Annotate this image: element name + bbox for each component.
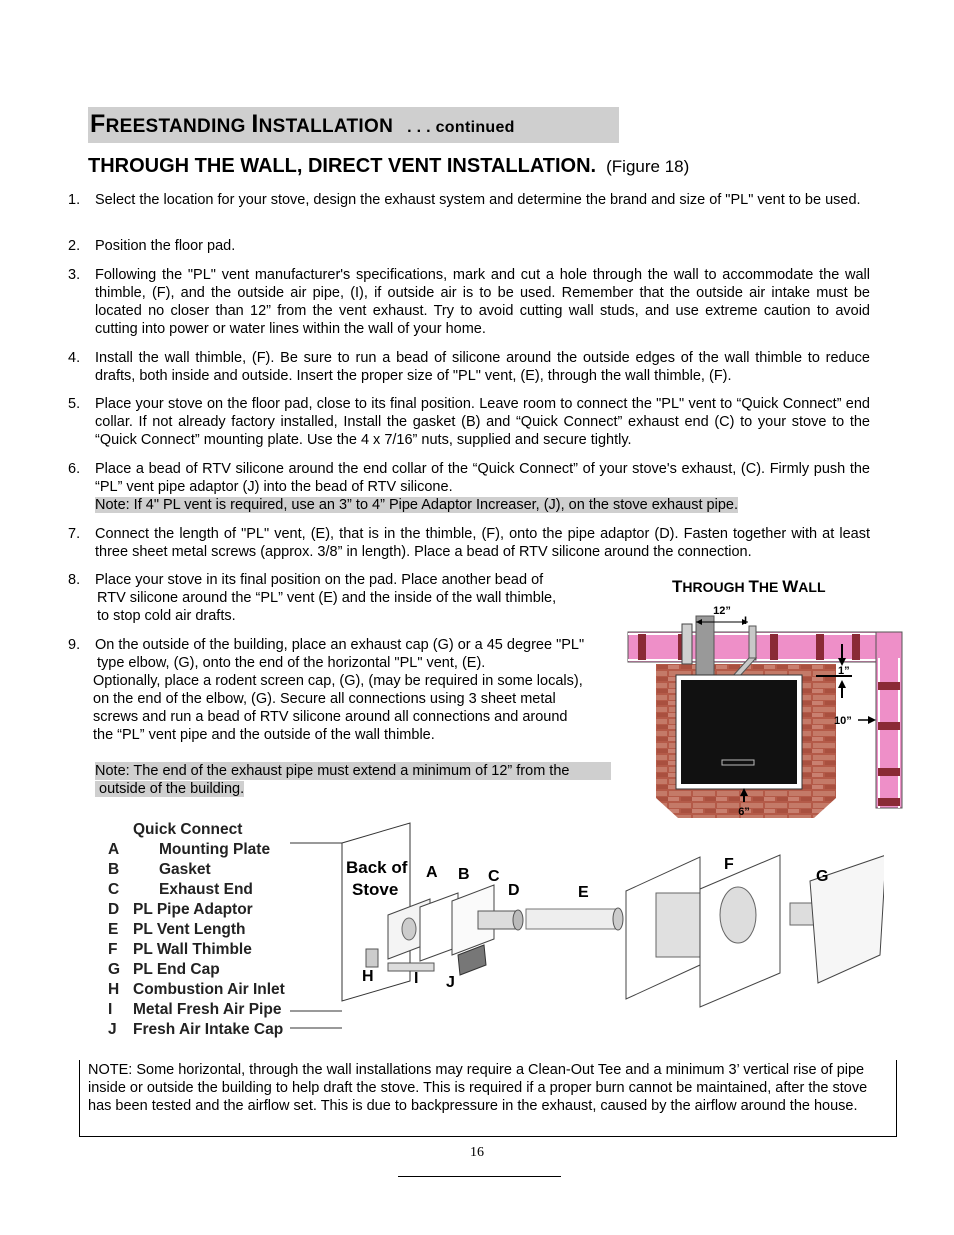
exploded-parts-diagram bbox=[290, 815, 884, 1040]
vent-length-e bbox=[526, 909, 618, 929]
dim-12-label: 12” bbox=[713, 605, 731, 617]
part-label: D bbox=[508, 882, 520, 899]
clean-out-note: NOTE: Some horizontal, through the wall installations may require a Clean-Out Tee and a minimum 3’ vertical rise of pipe inside or outside the building to help draft the stove. This is required if a proper burn cannot be maintained, after the stove has been tested and the airflow set. This is due to backpressure in the exhaust, caused by the airflow around the house. bbox=[88, 1062, 868, 1114]
page-number: 16 bbox=[470, 1145, 484, 1160]
vent-pipe bbox=[696, 616, 714, 678]
part-label: C bbox=[488, 868, 500, 885]
svg-text:Stove: Stove bbox=[352, 880, 399, 899]
part-label: E bbox=[578, 884, 589, 901]
part-label: A bbox=[426, 864, 438, 881]
adaptor-note: Note: If 4" PL vent is required, use an 3” to 4” Pipe Adaptor Increaser, (J), on the stove exhaust pipe. bbox=[95, 497, 738, 513]
step-2: 2. Position the floor pad. bbox=[68, 238, 236, 254]
exhaust-extension-note: Note: The end of the exhaust pipe must extend a minimum of 12” from the outside of the building. bbox=[95, 762, 611, 798]
through-the-wall-diagram bbox=[620, 598, 910, 820]
step-5: 5. Place your stove on the floor pad, close to its final position. Leave room to connect the "PL" vent to “Quick Connect” end collar. If not already factory installed, Install the gasket (B) and “Quick Connect” exhaust end (C) to your stove to the “Quick Connect” mounting plate. Use the 4 x 7/16” nuts, supplied and secure tightly. bbox=[68, 396, 870, 448]
step-1: 1. Select the location for your stove, design the exhaust system and determine the brand and size of "PL" vent to be used. bbox=[68, 192, 861, 208]
stove-body bbox=[681, 680, 797, 784]
part-label: B bbox=[458, 866, 470, 883]
step-6: 6. Place a bead of RTV silicone around the end collar of the “Quick Connect” of your stove's exhaust, (C). Firmly push the “PL” vent pipe adaptor (J) into the bead of RTV silicone. Note: If 4" PL vent is required, use an 3” to 4” Pipe Adaptor Increaser, (J), on the stove exhaust pipe. bbox=[68, 461, 870, 513]
dim-10-label: 10” bbox=[834, 715, 852, 727]
page-title: FREESTANDING INSTALLATION . . . continued bbox=[90, 110, 515, 138]
dim-6-label: 6” bbox=[738, 806, 750, 818]
svg-text:Back of: Back of bbox=[346, 858, 408, 877]
legend-header: Quick Connect bbox=[133, 821, 243, 838]
pipe-adaptor-d bbox=[478, 911, 518, 929]
step-8: 8. Place your stove in its final position on the pad. Place another bead of RTV silicone around the “PL” vent (E) and the inside of the wall thimble, to stop cold air drafts. bbox=[68, 572, 557, 624]
figure-reference: (Figure 18) bbox=[606, 157, 690, 176]
part-label: F bbox=[724, 856, 734, 873]
fresh-air-pipe bbox=[749, 626, 756, 660]
step-4: 4. Install the wall thimble, (F). Be sure to run a bead of silicone around the outside edges of the wall thimble to reduce drafts, both inside and outside. Insert the proper size of "PL" vent, (E), through the wall thimble, (F). bbox=[68, 350, 870, 384]
combustion-air-inlet-h bbox=[366, 949, 378, 967]
step-3: 3. Following the "PL" vent manufacturer's specifications, mark and cut a hole through the wall to accommodate the wall thimble, (F), and the outside air pipe, (I), if outside air is to be used. Remember that the outside air intake must be located no closer than 12” from the vent exhaust. Try to avoid cutting wall studs, and use extreme caution to avoid cutting into power or water lines within the wall of your home. bbox=[68, 267, 870, 337]
fresh-air-pipe-i bbox=[388, 963, 434, 971]
dim-i-label: I bbox=[744, 615, 748, 627]
title-continued: . . . continued bbox=[407, 119, 515, 136]
footer-divider bbox=[398, 1176, 561, 1177]
part-label: I bbox=[414, 970, 419, 987]
section-heading: THROUGH THE WALL, DIRECT VENT INSTALLATION. (Figure 18) bbox=[88, 155, 690, 177]
part-label: H bbox=[362, 968, 374, 985]
step-9: 9. On the outside of the building, place an exhaust cap (G) or a 45 degree "PL" type elbow, (G), onto the end of the horizontal "PL" vent, (E). Optionally, place a rodent screen cap, (G), (may be required in some locals), on the end of the elbow, (G). Secure all connections using 3 sheet metal screws and run a bead of RTV silicone around all connections and around the “PL” vent pipe and the outside of the wall thimble. bbox=[68, 637, 585, 743]
wall-figure-title: THROUGH THE WALL bbox=[672, 577, 826, 596]
ceiling-insulation bbox=[628, 632, 890, 662]
part-label: G bbox=[816, 868, 829, 885]
step-7: 7. Connect the length of "PL" vent, (E), that is in the thimble, (F), onto the pipe adaptor (D). Fasten together with at least three sheet metal screws (approx. 3/8” in length). Place a bead of RTV silicone around the connection. bbox=[68, 526, 870, 560]
part-label: J bbox=[446, 974, 455, 991]
dim-1-label: 1” bbox=[838, 665, 850, 677]
